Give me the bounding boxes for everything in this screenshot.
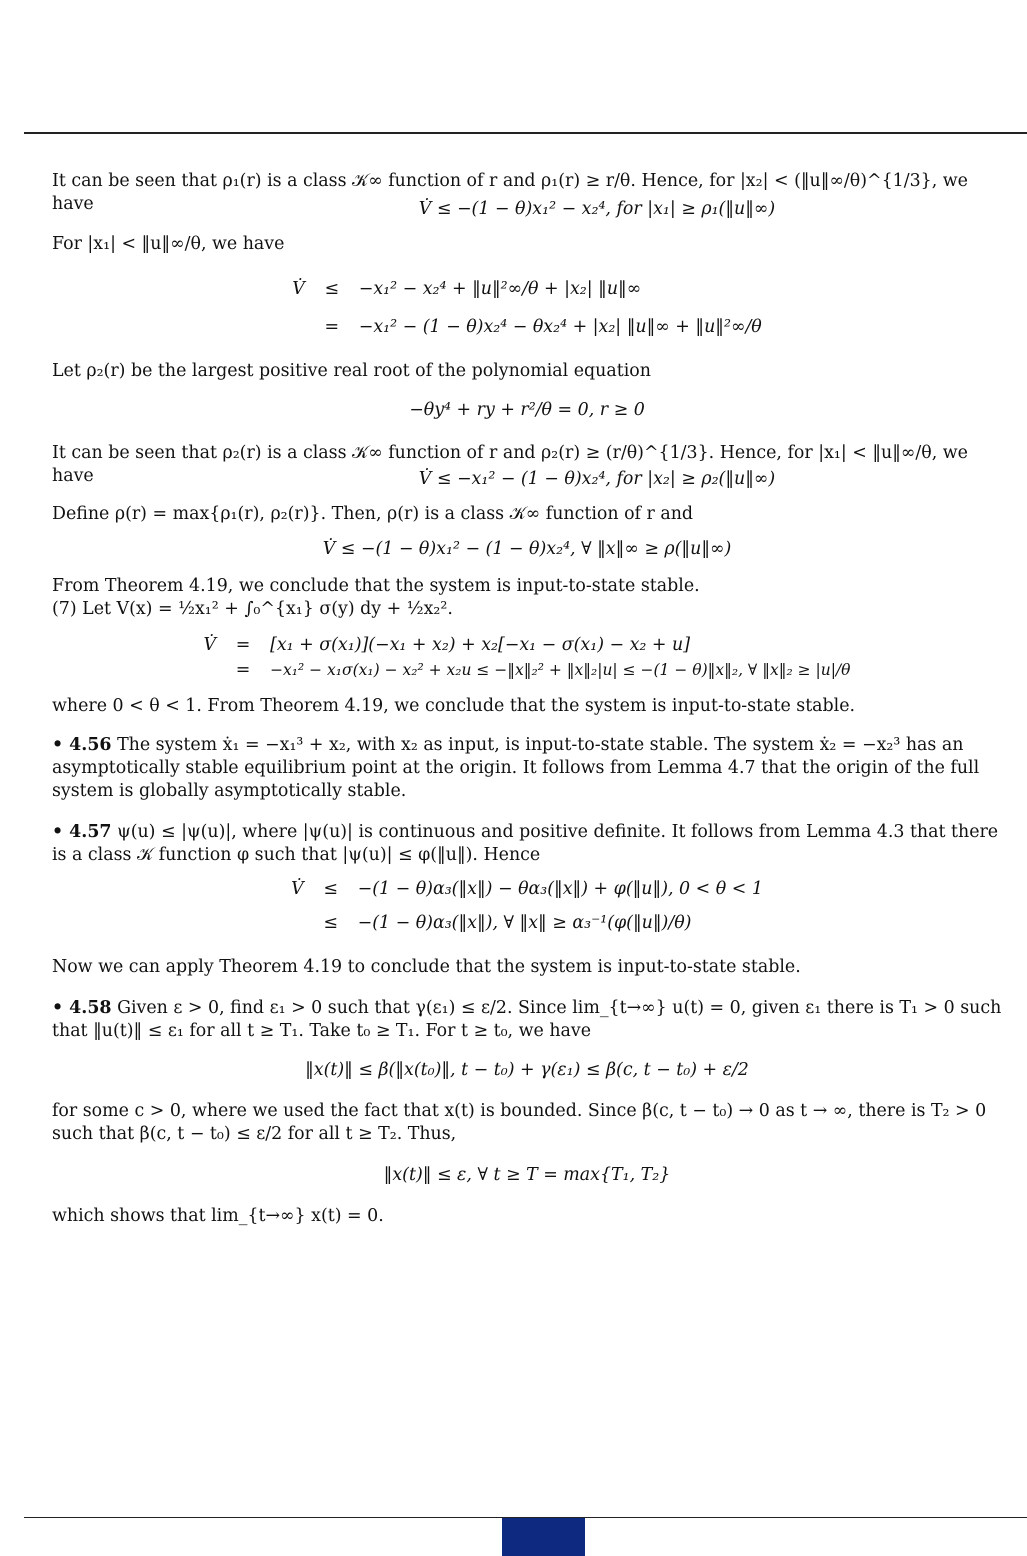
eq-lhs: V̇ <box>292 278 305 299</box>
paragraph: (7) Let V(x) = ½x₁² + ∫₀^{x₁} σ(y) dy + ½x₂². <box>52 599 453 619</box>
equation: ‖x(t)‖ ≤ β(‖x(t₀)‖, t − t₀) + γ(ε₁) ≤ β(c, t − t₀) + ε/2 <box>305 1060 749 1080</box>
eq-lhs <box>285 902 310 944</box>
equation-array <box>286 270 768 346</box>
equation: −θy⁴ + ry + r²/θ = 0, r ≥ 0 <box>409 400 645 420</box>
exercise-4-57 <box>52 821 1002 867</box>
eq-rel: ≤ <box>323 912 338 933</box>
equation-array <box>198 633 857 683</box>
paragraph: For |x₁| < ‖u‖∞/θ, we have <box>52 234 285 254</box>
equation-array <box>285 877 769 944</box>
exercise-text: The system ẋ₁ = −x₁³ + x₂, with x₂ as input, is input-to-state stable. The system ẋ₂ = −x₂³ has an asymptotically stable equilibrium point at the origin. It follows from Lemma 4.7 that the origin of the full system is globally asymptotically stable. <box>52 735 980 801</box>
eq-rel: = <box>235 635 251 655</box>
eq-rhs: −x₁² − (1 − θ)x₂⁴ − θx₂⁴ + |x₂| ‖u‖∞ + ‖u‖²∞/θ <box>358 316 762 337</box>
equation: V̇ ≤ −(1 − θ)x₁² − x₂⁴, for |x₁| ≥ ρ₁(‖u‖∞) <box>418 199 776 219</box>
eq-rel: = <box>235 660 251 680</box>
exercise-number: • 4.56 <box>52 735 112 755</box>
eq-lhs: V̇ <box>203 635 217 655</box>
exercise-4-56 <box>52 734 1002 803</box>
paragraph: which shows that lim_{t→∞} x(t) = 0. <box>52 1206 384 1226</box>
eq-rel: = <box>324 316 340 337</box>
eq-rhs: [x₁ + σ(x₁)](−x₁ + x₂) + x₂[−x₁ − σ(x₁) − x₂ + u] <box>270 635 690 655</box>
equation: V̇ ≤ −(1 − θ)x₁² − (1 − θ)x₂⁴, ∀ ‖x‖∞ ≥ ρ(‖u‖∞) <box>322 539 732 559</box>
paragraph: for some c > 0, where we used the fact that x(t) is bounded. Since β(c, t − t₀) → 0 as t → ∞, there is T₂ > 0 such that β(c, t − t₀) ≤ ε/2 for all t ≥ T₂. Thus, <box>52 1101 987 1144</box>
equation: V̇ ≤ −x₁² − (1 − θ)x₂⁴, for |x₂| ≥ ρ₂(‖u‖∞) <box>418 469 776 489</box>
eq-rel: ≤ <box>324 278 340 299</box>
eq-lhs <box>286 308 311 346</box>
eq-lhs: V̇ <box>291 879 304 899</box>
paragraph: where 0 < θ < 1. From Theorem 4.19, we conclude that the system is input-to-state stable. <box>52 696 856 716</box>
exercise-text: ψ(u) ≤ |ψ(u)|, where |ψ(u)| is continuous and positive definite. It follows from Lemma 4.3 that there is a class 𝒦 function φ such that |ψ(u)| ≤ φ(‖u‖). Hence <box>52 822 999 865</box>
paragraph: From Theorem 4.19, we conclude that the system is input-to-state stable. <box>52 576 700 596</box>
header-rule <box>24 132 1027 134</box>
exercise-4-58 <box>52 997 1002 1043</box>
eq-rhs: −(1 − θ)α₃(‖x‖) − θα₃(‖x‖) + φ(‖u‖), 0 < θ < 1 <box>357 879 763 899</box>
paragraph: Let ρ₂(r) be the largest positive real root of the polynomial equation <box>52 361 651 381</box>
equation: ‖x(t)‖ ≤ ε, ∀ t ≥ T = max{T₁, T₂} <box>383 1165 671 1185</box>
exercise-number: • 4.58 <box>52 998 112 1018</box>
paragraph: It can be seen that ρ₁(r) is a class 𝒦∞ function of r and ρ₁(r) ≥ r/θ. Hence, for |x₂| < (‖u‖∞/θ)^{1/3}, we have <box>52 171 968 214</box>
eq-rhs: −x₁² − x₁σ(x₁) − x₂² + x₂u ≤ −‖x‖₂² + ‖x‖₂|u| ≤ −(1 − θ)‖x‖₂, ∀ ‖x‖₂ ≥ |u|/θ <box>270 661 851 679</box>
page-body <box>52 170 1002 1228</box>
paragraph: Now we can apply Theorem 4.19 to conclude that the system is input-to-state stable. <box>52 957 801 977</box>
exercise-text: Given ε > 0, find ε₁ > 0 such that γ(ε₁) ≤ ε/2. Since lim_{t→∞} u(t) = 0, given ε₁ there is T₁ > 0 such that ‖u(t)‖ ≤ ε₁ for all t ≥ T₁. Take t₀ ≥ T₁. For t ≥ t₀, we have <box>52 998 1002 1041</box>
page-number-tab <box>502 1518 585 1556</box>
paragraph: Define ρ(r) = max{ρ₁(r), ρ₂(r)}. Then, ρ(r) is a class 𝒦∞ function of r and <box>52 504 694 524</box>
exercise-number: • 4.57 <box>52 822 112 842</box>
paragraph: It can be seen that ρ₂(r) is a class 𝒦∞ function of r and ρ₂(r) ≥ (r/θ)^{1/3}. Hence, for |x₁| < ‖u‖∞/θ, we have <box>52 443 968 486</box>
eq-rhs: −(1 − θ)α₃(‖x‖), ∀ ‖x‖ ≥ α₃⁻¹(φ(‖u‖)/θ) <box>357 912 692 933</box>
eq-rel: ≤ <box>323 879 338 899</box>
eq-lhs <box>198 658 223 683</box>
eq-rhs: −x₁² − x₂⁴ + ‖u‖²∞/θ + |x₂| ‖u‖∞ <box>358 278 642 299</box>
